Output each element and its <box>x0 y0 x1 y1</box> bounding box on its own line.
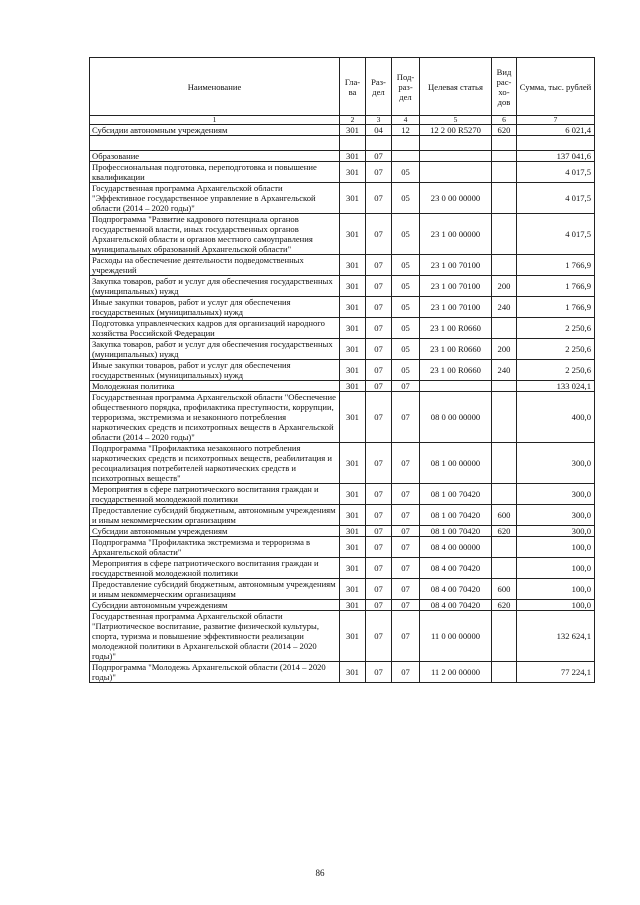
table-row <box>90 255 595 276</box>
table-row <box>90 125 595 136</box>
row-glava: 301 <box>340 381 366 392</box>
row-razdel: 07 <box>366 297 392 318</box>
row-razdel <box>366 136 392 151</box>
row-statya: 08 1 00 70420 <box>420 505 492 526</box>
row-summa: 100,0 <box>517 537 595 558</box>
row-summa: 1 766,9 <box>517 276 595 297</box>
row-glava: 301 <box>340 484 366 505</box>
header-glava: Гла-ва <box>340 58 366 116</box>
row-razdel: 07 <box>366 339 392 360</box>
row-statya <box>420 136 492 151</box>
table-row <box>90 505 595 526</box>
header-statya: Целевая статья <box>420 58 492 116</box>
row-summa: 2 250,6 <box>517 360 595 381</box>
row-glava: 301 <box>340 600 366 611</box>
table-row <box>90 662 595 683</box>
row-podrazdel <box>392 136 420 151</box>
row-podrazdel: 05 <box>392 297 420 318</box>
row-vid <box>492 662 517 683</box>
header-number: 4 <box>392 116 420 125</box>
row-name: Подготовка управленческих кадров для организаций народного хозяйства Российской Федерации <box>90 318 340 339</box>
table-row <box>90 600 595 611</box>
row-summa: 4 017,5 <box>517 214 595 255</box>
row-podrazdel: 07 <box>392 443 420 484</box>
row-podrazdel <box>392 151 420 162</box>
table-row <box>90 297 595 318</box>
row-name: Иные закупки товаров, работ и услуг для обеспечения государственных (муниципальных) нужд <box>90 297 340 318</box>
row-statya: 23 1 00 R0660 <box>420 360 492 381</box>
table-row <box>90 381 595 392</box>
row-razdel: 07 <box>366 318 392 339</box>
row-statya: 08 4 00 70420 <box>420 579 492 600</box>
row-glava: 301 <box>340 183 366 214</box>
row-statya: 08 4 00 70420 <box>420 600 492 611</box>
table-row <box>90 443 595 484</box>
row-vid <box>492 381 517 392</box>
row-razdel: 07 <box>366 162 392 183</box>
row-glava: 301 <box>340 151 366 162</box>
row-statya: 08 4 00 00000 <box>420 537 492 558</box>
row-podrazdel: 05 <box>392 183 420 214</box>
header-name: Наименование <box>90 58 340 116</box>
row-podrazdel: 05 <box>392 339 420 360</box>
row-name: Государственная программа Архангельской области "Обеспечение общественного порядка, профилактика преступности, коррупции, терроризма, экстремизма и незаконного потребления наркотических средств и психотропных веществ в Архангельской области (2014 – 2020 годы)" <box>90 392 340 443</box>
row-summa: 1 766,9 <box>517 255 595 276</box>
row-name: Иные закупки товаров, работ и услуг для обеспечения государственных (муниципальных) нужд <box>90 360 340 381</box>
row-glava: 301 <box>340 125 366 136</box>
table-row <box>90 339 595 360</box>
row-summa: 1 766,9 <box>517 297 595 318</box>
row-name: Субсидии автономным учреждениям <box>90 526 340 537</box>
row-podrazdel: 07 <box>392 526 420 537</box>
row-summa: 100,0 <box>517 600 595 611</box>
row-name: Образование <box>90 151 340 162</box>
row-podrazdel: 07 <box>392 611 420 662</box>
table-row <box>90 183 595 214</box>
row-vid <box>492 136 517 151</box>
row-summa: 300,0 <box>517 526 595 537</box>
table-row <box>90 360 595 381</box>
row-name: Закупка товаров, работ и услуг для обеспечения государственных (муниципальных) нужд <box>90 276 340 297</box>
row-name: Субсидии автономным учреждениям <box>90 600 340 611</box>
table-spacer-row <box>90 136 595 151</box>
table-row <box>90 318 595 339</box>
row-name: Подпрограмма "Развитие кадрового потенциала органов государственной власти, иных государственных органов Архангельской области и органов местного самоуправления муниципальных образований Архангельской области" <box>90 214 340 255</box>
row-glava: 301 <box>340 360 366 381</box>
row-statya: 08 1 00 00000 <box>420 443 492 484</box>
row-razdel: 07 <box>366 360 392 381</box>
header-number: 3 <box>366 116 392 125</box>
row-podrazdel: 07 <box>392 537 420 558</box>
row-razdel: 07 <box>366 579 392 600</box>
row-name: Подпрограмма "Молодежь Архангельской области (2014 – 2020 годы)" <box>90 662 340 683</box>
row-podrazdel: 07 <box>392 662 420 683</box>
row-podrazdel: 05 <box>392 360 420 381</box>
row-summa: 77 224,1 <box>517 662 595 683</box>
row-glava: 301 <box>340 537 366 558</box>
table-row <box>90 526 595 537</box>
row-summa: 4 017,5 <box>517 162 595 183</box>
row-summa: 300,0 <box>517 505 595 526</box>
row-vid <box>492 392 517 443</box>
row-statya: 08 0 00 00000 <box>420 392 492 443</box>
header-number: 1 <box>90 116 340 125</box>
row-summa: 6 021,4 <box>517 125 595 136</box>
row-razdel: 07 <box>366 537 392 558</box>
table-row <box>90 484 595 505</box>
row-glava: 301 <box>340 526 366 537</box>
row-podrazdel: 12 <box>392 125 420 136</box>
table-row <box>90 151 595 162</box>
row-summa: 137 041,6 <box>517 151 595 162</box>
row-summa: 2 250,6 <box>517 339 595 360</box>
row-razdel: 07 <box>366 255 392 276</box>
row-glava: 301 <box>340 662 366 683</box>
row-vid <box>492 162 517 183</box>
row-podrazdel: 05 <box>392 318 420 339</box>
budget-table-page <box>89 57 594 683</box>
row-vid <box>492 484 517 505</box>
row-statya: 23 1 00 R0660 <box>420 318 492 339</box>
header-podrazdel: Под-раз-дел <box>392 58 420 116</box>
row-razdel: 07 <box>366 443 392 484</box>
row-glava: 301 <box>340 579 366 600</box>
row-vid <box>492 558 517 579</box>
row-summa: 2 250,6 <box>517 318 595 339</box>
row-statya: 11 2 00 00000 <box>420 662 492 683</box>
table-header-row <box>90 58 595 116</box>
row-summa: 400,0 <box>517 392 595 443</box>
row-name: Подпрограмма "Профилактика экстремизма и терроризма в Архангельской области" <box>90 537 340 558</box>
row-summa: 4 017,5 <box>517 183 595 214</box>
row-podrazdel: 07 <box>392 505 420 526</box>
row-name: Предоставление субсидий бюджетным, автономным учреждениям и иным некоммерческим организациям <box>90 579 340 600</box>
row-name: Закупка товаров, работ и услуг для обеспечения государственных (муниципальных) нужд <box>90 339 340 360</box>
row-vid: 240 <box>492 297 517 318</box>
row-razdel: 07 <box>366 151 392 162</box>
row-glava <box>340 136 366 151</box>
table-row <box>90 579 595 600</box>
table-body <box>90 125 595 683</box>
row-vid: 620 <box>492 125 517 136</box>
row-vid <box>492 611 517 662</box>
row-razdel: 07 <box>366 214 392 255</box>
row-glava: 301 <box>340 558 366 579</box>
row-vid: 620 <box>492 526 517 537</box>
row-glava: 301 <box>340 392 366 443</box>
row-vid: 200 <box>492 339 517 360</box>
header-razdel: Раз-дел <box>366 58 392 116</box>
row-podrazdel: 07 <box>392 392 420 443</box>
row-summa <box>517 136 595 151</box>
row-glava: 301 <box>340 318 366 339</box>
row-podrazdel: 07 <box>392 484 420 505</box>
row-name: Подпрограмма "Профилактика незаконного потребления наркотических средств и психотропных веществ, реабилитация и ресоциализация потребителей наркотических средств и психотропных веществ" <box>90 443 340 484</box>
table-row <box>90 276 595 297</box>
row-name: Расходы на обеспечение деятельности подведомственных учреждений <box>90 255 340 276</box>
row-glava: 301 <box>340 214 366 255</box>
row-glava: 301 <box>340 276 366 297</box>
row-vid: 200 <box>492 276 517 297</box>
table-row <box>90 162 595 183</box>
table-row <box>90 611 595 662</box>
row-razdel: 07 <box>366 558 392 579</box>
row-razdel: 07 <box>366 381 392 392</box>
row-name: Профессиональная подготовка, переподготовка и повышение квалификации <box>90 162 340 183</box>
row-glava: 301 <box>340 162 366 183</box>
row-statya: 08 1 00 70420 <box>420 526 492 537</box>
row-razdel: 07 <box>366 526 392 537</box>
row-glava: 301 <box>340 339 366 360</box>
header-number: 2 <box>340 116 366 125</box>
row-podrazdel: 07 <box>392 381 420 392</box>
row-vid <box>492 537 517 558</box>
row-vid <box>492 183 517 214</box>
row-name: Молодежная политика <box>90 381 340 392</box>
row-glava: 301 <box>340 255 366 276</box>
row-statya <box>420 151 492 162</box>
row-podrazdel: 07 <box>392 600 420 611</box>
header-summa: Сумма, тыс. рублей <box>517 58 595 116</box>
row-vid <box>492 151 517 162</box>
row-summa: 100,0 <box>517 579 595 600</box>
row-razdel: 07 <box>366 392 392 443</box>
header-number: 7 <box>517 116 595 125</box>
row-statya <box>420 381 492 392</box>
row-statya: 12 2 00 R5270 <box>420 125 492 136</box>
table-row <box>90 537 595 558</box>
table-row <box>90 558 595 579</box>
row-name: Мероприятия в сфере патриотического воспитания граждан и государственной молодежной политики <box>90 484 340 505</box>
row-name: Мероприятия в сфере патриотического воспитания граждан и государственной молодежной политики <box>90 558 340 579</box>
row-name: Субсидии автономным учреждениям <box>90 125 340 136</box>
row-razdel: 07 <box>366 276 392 297</box>
row-vid <box>492 255 517 276</box>
row-name <box>90 136 340 151</box>
row-summa: 133 024,1 <box>517 381 595 392</box>
row-name: Государственная программа Архангельской области "Эффективное государственное управление в Архангельской области (2014 – 2020 годы)" <box>90 183 340 214</box>
row-summa: 300,0 <box>517 443 595 484</box>
row-statya: 08 1 00 70420 <box>420 484 492 505</box>
row-summa: 300,0 <box>517 484 595 505</box>
budget-table <box>89 57 595 683</box>
row-podrazdel: 05 <box>392 276 420 297</box>
row-vid <box>492 214 517 255</box>
row-podrazdel: 05 <box>392 214 420 255</box>
row-razdel: 07 <box>366 505 392 526</box>
row-statya <box>420 162 492 183</box>
row-razdel: 07 <box>366 600 392 611</box>
row-statya: 23 1 00 70100 <box>420 255 492 276</box>
row-razdel: 07 <box>366 611 392 662</box>
row-podrazdel: 05 <box>392 162 420 183</box>
row-razdel: 07 <box>366 183 392 214</box>
row-vid: 240 <box>492 360 517 381</box>
row-glava: 301 <box>340 297 366 318</box>
row-podrazdel: 07 <box>392 558 420 579</box>
table-row <box>90 214 595 255</box>
row-podrazdel: 05 <box>392 255 420 276</box>
row-razdel: 07 <box>366 484 392 505</box>
row-summa: 100,0 <box>517 558 595 579</box>
header-numbers-row <box>90 116 595 125</box>
table-row <box>90 392 595 443</box>
row-statya: 23 1 00 00000 <box>420 214 492 255</box>
row-vid <box>492 443 517 484</box>
row-statya: 23 1 00 70100 <box>420 276 492 297</box>
row-razdel: 07 <box>366 662 392 683</box>
row-summa: 132 624,1 <box>517 611 595 662</box>
row-vid <box>492 318 517 339</box>
page-number: 86 <box>315 868 325 878</box>
row-podrazdel: 07 <box>392 579 420 600</box>
row-statya: 08 4 00 70420 <box>420 558 492 579</box>
row-vid: 620 <box>492 600 517 611</box>
row-statya: 23 1 00 R0660 <box>420 339 492 360</box>
row-statya: 11 0 00 00000 <box>420 611 492 662</box>
row-glava: 301 <box>340 611 366 662</box>
header-number: 6 <box>492 116 517 125</box>
row-statya: 23 0 00 00000 <box>420 183 492 214</box>
row-vid: 600 <box>492 505 517 526</box>
row-name: Государственная программа Архангельской области "Патриотическое воспитание, развитие физической культуры, спорта, туризма и повышение эффективности реализации молодежной политики в Архангельской области (2014 – 2020 годы)" <box>90 611 340 662</box>
header-vid: Вид рас-хо-дов <box>492 58 517 116</box>
row-statya: 23 1 00 70100 <box>420 297 492 318</box>
row-glava: 301 <box>340 443 366 484</box>
row-glava: 301 <box>340 505 366 526</box>
row-razdel: 04 <box>366 125 392 136</box>
header-number: 5 <box>420 116 492 125</box>
row-vid: 600 <box>492 579 517 600</box>
row-name: Предоставление субсидий бюджетным, автономным учреждениям и иным некоммерческим организациям <box>90 505 340 526</box>
